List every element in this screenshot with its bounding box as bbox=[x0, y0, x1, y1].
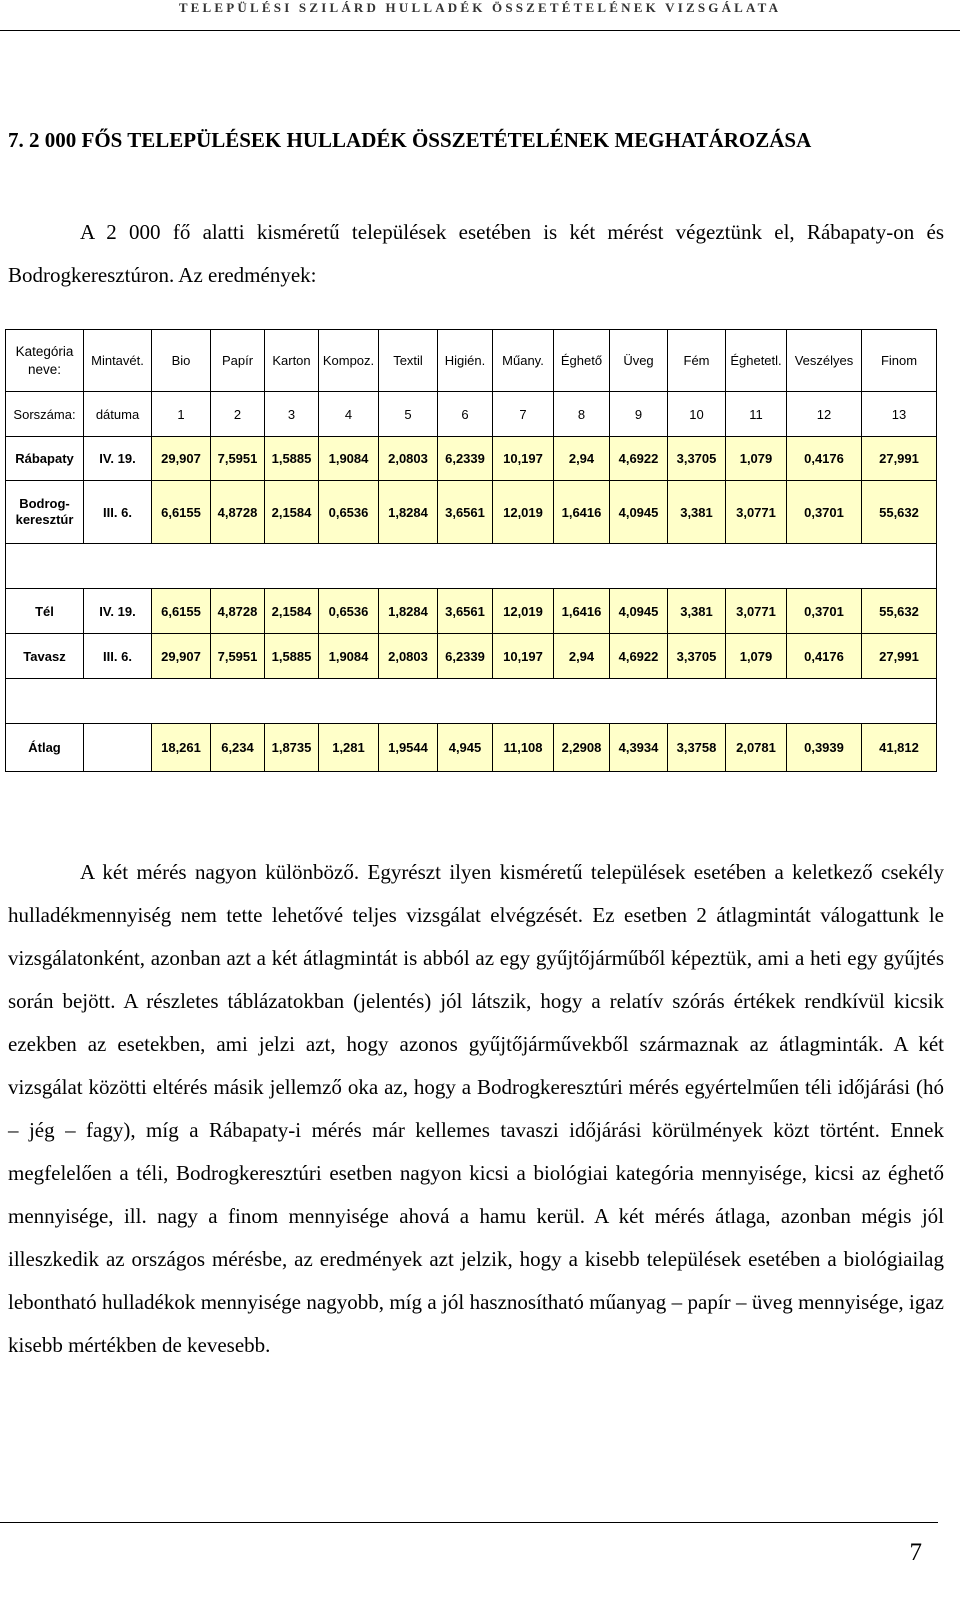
value-cell: 1,9084 bbox=[319, 634, 379, 679]
row-date-cell: III. 6. bbox=[84, 634, 152, 679]
row-name-cell: Tavasz bbox=[6, 634, 84, 679]
value-cell: 1,8284 bbox=[379, 589, 438, 634]
number-header-row bbox=[6, 392, 937, 437]
average-value-cell: 11,108 bbox=[493, 724, 554, 772]
value-cell: 6,2339 bbox=[438, 437, 493, 481]
average-value-cell: 3,3758 bbox=[668, 724, 726, 772]
category-cell: Műany. bbox=[493, 330, 554, 392]
value-cell: 29,907 bbox=[152, 634, 211, 679]
header-rule bbox=[0, 30, 960, 31]
value-cell: 1,6416 bbox=[554, 589, 610, 634]
row-name-cell: Bodrog-keresztúr bbox=[6, 481, 84, 544]
value-cell: 1,8284 bbox=[379, 481, 438, 544]
number-cell: 10 bbox=[668, 392, 726, 437]
discussion-paragraph: A két mérés nagyon különböző. Egyrészt ilyen kisméretű települések esetében a keletkező csekély hulladékmennyiség nem tette lehetővé teljes vizsgálat elvégzését. Ez esetben 2 átlagmintát válogattunk le vizsgálatonként, azonban azt a két átlagmintát is abból az egy gyűjtőjárműből képeztük, ami a heti egy gyűjtés során bejött. A részletes táblázatokban (jelentés) jól látszik, hogy a relatív szórás értékek rendkívül kicsik ezekben az esetekben, ami jelzi azt, hogy azonos gyűjtőjárművekből származnak az átlagminták. A két vizsgálat közötti eltérés másik jellemző oka az, hogy a Bodrogkeresztúri mérés egyértelműen téli időjárási (hó – jég – fagy), míg a Rábapaty-i mérés már kellemes tavaszi időjárási körülmények közt történt. Ennek megfelelően a téli, Bodrogkeresztúri esetben nagyon kicsi a biológiai kategória mennyisége, kicsi az éghető mennyisége, ill. nagy a finom mennyisége ahová a hamu kerül. A két mérés átlaga, azonban mégis jól illeszkedik az országos mérésbe, az eredmények azt jelzik, hogy a kisebb települések esetében a biológiailag lebontható hulladékok mennyisége nagyobb, míg a jól hasznosítható műanyag – papír – üveg mennyisége, igaz kisebb mértékben de kevesebb. bbox=[8, 860, 944, 1357]
average-value-cell: 1,281 bbox=[319, 724, 379, 772]
number-cell: 12 bbox=[787, 392, 862, 437]
value-cell: 6,6155 bbox=[152, 481, 211, 544]
value-cell: 2,94 bbox=[554, 634, 610, 679]
value-cell: 4,6922 bbox=[610, 634, 668, 679]
row-date-cell: IV. 19. bbox=[84, 437, 152, 481]
average-value-cell: 2,2908 bbox=[554, 724, 610, 772]
value-cell: 3,3705 bbox=[668, 634, 726, 679]
category-header-row bbox=[6, 330, 937, 392]
value-cell: 12,019 bbox=[493, 589, 554, 634]
value-cell: 0,3701 bbox=[787, 481, 862, 544]
average-value-cell: 0,3939 bbox=[787, 724, 862, 772]
value-cell: 4,8728 bbox=[211, 589, 265, 634]
value-cell: 55,632 bbox=[862, 589, 937, 634]
category-header-cell: Kategória neve: bbox=[6, 330, 84, 392]
category-cell: Karton bbox=[265, 330, 319, 392]
number-cell: 5 bbox=[379, 392, 438, 437]
value-cell: 2,0803 bbox=[379, 437, 438, 481]
value-cell: 0,6536 bbox=[319, 481, 379, 544]
average-value-cell: 1,9544 bbox=[379, 724, 438, 772]
value-cell: 3,381 bbox=[668, 589, 726, 634]
number-cell: 2 bbox=[211, 392, 265, 437]
number-cell: 1 bbox=[152, 392, 211, 437]
category-cell: Kompoz. bbox=[319, 330, 379, 392]
table-row-rabapaty bbox=[6, 437, 937, 481]
table-row-tavasz bbox=[6, 634, 937, 679]
value-cell: 1,6416 bbox=[554, 481, 610, 544]
number-date-label-cell: dátuma bbox=[84, 392, 152, 437]
value-cell: 3,3705 bbox=[668, 437, 726, 481]
value-cell: 12,019 bbox=[493, 481, 554, 544]
value-cell: 27,991 bbox=[862, 634, 937, 679]
value-cell: 7,5951 bbox=[211, 634, 265, 679]
value-cell: 1,5885 bbox=[265, 437, 319, 481]
value-cell: 6,6155 bbox=[152, 589, 211, 634]
value-cell: 1,079 bbox=[726, 437, 787, 481]
number-cell: 7 bbox=[493, 392, 554, 437]
page-number: 7 bbox=[909, 1539, 922, 1566]
average-name-cell: Átlag bbox=[6, 724, 84, 772]
row-name-cell: Tél bbox=[6, 589, 84, 634]
intro-paragraph: A 2 000 fő alatti kisméretű települések esetében is két mérést végeztünk el, Rábapaty-on és Bodrogkeresztúron. Az eredmények: bbox=[8, 220, 944, 287]
value-cell: 4,0945 bbox=[610, 481, 668, 544]
category-cell: Veszélyes bbox=[787, 330, 862, 392]
chapter-title: 7. 2 000 FŐS TELEPÜLÉSEK HULLADÉK ÖSSZETÉTELÉNEK MEGHATÁROZÁSA bbox=[8, 128, 812, 152]
composition-table bbox=[5, 329, 937, 772]
average-value-cell: 6,234 bbox=[211, 724, 265, 772]
category-cell: Üveg bbox=[610, 330, 668, 392]
value-cell: 27,991 bbox=[862, 437, 937, 481]
category-cell: Éghető bbox=[554, 330, 610, 392]
row-date-cell: III. 6. bbox=[84, 481, 152, 544]
value-cell: 0,4176 bbox=[787, 634, 862, 679]
running-header: TELEPÜLÉSI SZILÁRD HULLADÉK ÖSSZETÉTELÉNEK VIZSGÁLATA bbox=[178, 0, 782, 15]
value-cell: 3,6561 bbox=[438, 481, 493, 544]
value-cell: 1,9084 bbox=[319, 437, 379, 481]
value-cell: 29,907 bbox=[152, 437, 211, 481]
average-value-cell: 2,0781 bbox=[726, 724, 787, 772]
category-cell: Textil bbox=[379, 330, 438, 392]
average-value-cell: 1,8735 bbox=[265, 724, 319, 772]
date-header-cell: Mintavét. bbox=[84, 330, 152, 392]
value-cell: 0,3701 bbox=[787, 589, 862, 634]
value-cell: 2,1584 bbox=[265, 481, 319, 544]
value-cell: 3,381 bbox=[668, 481, 726, 544]
value-cell: 2,0803 bbox=[379, 634, 438, 679]
value-cell: 3,0771 bbox=[726, 589, 787, 634]
table-row-average bbox=[6, 724, 937, 772]
row-date-cell: IV. 19. bbox=[84, 589, 152, 634]
average-empty-cell bbox=[84, 724, 152, 772]
category-cell: Papír bbox=[211, 330, 265, 392]
row-name-cell: Rábapaty bbox=[6, 437, 84, 481]
average-value-cell: 4,3934 bbox=[610, 724, 668, 772]
number-cell: 13 bbox=[862, 392, 937, 437]
average-value-cell: 41,812 bbox=[862, 724, 937, 772]
value-cell: 0,6536 bbox=[319, 589, 379, 634]
value-cell: 3,0771 bbox=[726, 481, 787, 544]
value-cell: 4,6922 bbox=[610, 437, 668, 481]
value-cell: 2,1584 bbox=[265, 589, 319, 634]
footer-rule bbox=[0, 1522, 938, 1523]
spacer-row bbox=[6, 679, 937, 724]
value-cell: 0,4176 bbox=[787, 437, 862, 481]
number-cell: 4 bbox=[319, 392, 379, 437]
value-cell: 4,8728 bbox=[211, 481, 265, 544]
value-cell: 1,079 bbox=[726, 634, 787, 679]
spacer-cell bbox=[6, 679, 937, 724]
category-cell: Éghetetl. bbox=[726, 330, 787, 392]
number-label-cell: Sorszáma: bbox=[6, 392, 84, 437]
number-cell: 6 bbox=[438, 392, 493, 437]
value-cell: 3,6561 bbox=[438, 589, 493, 634]
table-row-bodrogkeresztur bbox=[6, 481, 937, 544]
category-cell: Bio bbox=[152, 330, 211, 392]
number-cell: 3 bbox=[265, 392, 319, 437]
average-value-cell: 18,261 bbox=[152, 724, 211, 772]
category-cell: Higién. bbox=[438, 330, 493, 392]
value-cell: 7,5951 bbox=[211, 437, 265, 481]
spacer-cell bbox=[6, 544, 937, 589]
number-cell: 11 bbox=[726, 392, 787, 437]
value-cell: 6,2339 bbox=[438, 634, 493, 679]
value-cell: 2,94 bbox=[554, 437, 610, 481]
average-value-cell: 4,945 bbox=[438, 724, 493, 772]
number-cell: 9 bbox=[610, 392, 668, 437]
value-cell: 55,632 bbox=[862, 481, 937, 544]
table-row-tel bbox=[6, 589, 937, 634]
category-cell: Finom bbox=[862, 330, 937, 392]
value-cell: 4,0945 bbox=[610, 589, 668, 634]
number-cell: 8 bbox=[554, 392, 610, 437]
value-cell: 10,197 bbox=[493, 437, 554, 481]
spacer-row bbox=[6, 544, 937, 589]
value-cell: 1,5885 bbox=[265, 634, 319, 679]
category-cell: Fém bbox=[668, 330, 726, 392]
value-cell: 10,197 bbox=[493, 634, 554, 679]
